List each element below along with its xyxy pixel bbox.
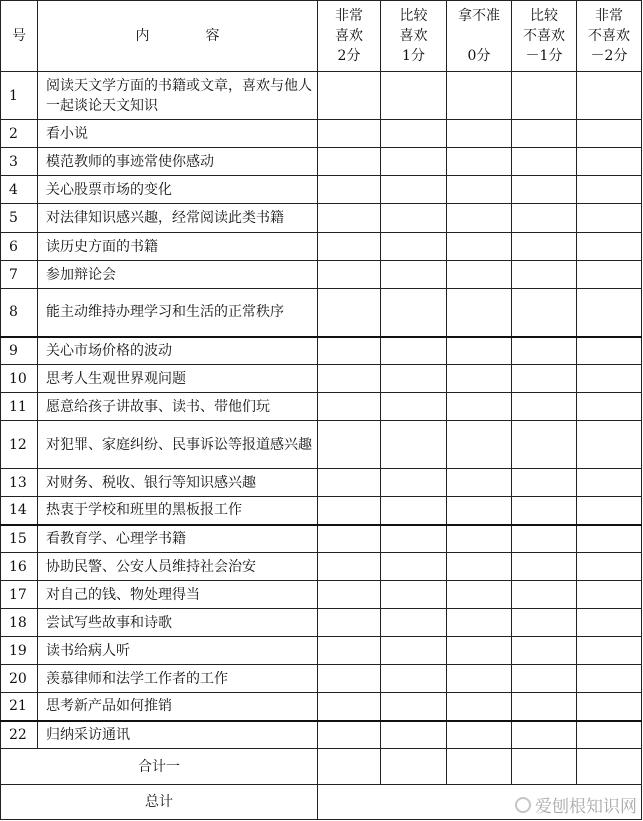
rating-cell[interactable] [577, 421, 642, 469]
rating-cell[interactable] [318, 365, 381, 393]
rating-cell[interactable] [381, 261, 447, 289]
header-rating-unsure: 拿不准 0分 [447, 1, 512, 72]
table-row [1, 609, 642, 637]
rating-cell[interactable] [512, 289, 577, 337]
rating-cell[interactable] [381, 365, 447, 393]
rating-cell[interactable] [447, 469, 512, 497]
rating-cell[interactable] [318, 581, 381, 609]
rating-cell[interactable] [447, 204, 512, 233]
table-row [1, 581, 642, 609]
table-row [1, 393, 642, 421]
table-row [1, 497, 642, 525]
table-row [1, 469, 642, 497]
header-rating-strong-dislike: 非常 不喜欢 －2分 [577, 1, 642, 72]
rating-cell[interactable] [512, 204, 577, 233]
rating-cell[interactable] [447, 721, 512, 749]
rating-cell[interactable] [577, 497, 642, 525]
rating-cell[interactable] [512, 176, 577, 204]
row-content: 读历史方面的书籍 [38, 233, 318, 261]
rating-cell[interactable] [447, 693, 512, 721]
rating-cell[interactable] [318, 393, 381, 421]
rating-cell[interactable] [512, 665, 577, 693]
table-row [1, 337, 642, 365]
rating-cell[interactable] [512, 365, 577, 393]
rating-cell[interactable] [381, 525, 447, 553]
row-number: 17 [1, 581, 38, 609]
row-content: 对犯罪、家庭纠纷、民事诉讼等报道感兴趣 [38, 421, 318, 469]
table-row [1, 721, 642, 749]
row-number: 21 [1, 693, 38, 721]
header-number: 号 [1, 1, 38, 72]
row-content: 归纳采访通讯 [38, 721, 318, 749]
row-number: 3 [1, 148, 38, 176]
row-number: 8 [1, 289, 38, 337]
row-number: 19 [1, 637, 38, 665]
rating-cell[interactable] [447, 393, 512, 421]
table-row [1, 204, 642, 233]
table-row [1, 120, 642, 148]
rating-cell[interactable] [381, 72, 447, 120]
rating-cell[interactable] [318, 665, 381, 693]
row-content: 思考人生观世界观问题 [38, 365, 318, 393]
rating-cell[interactable] [381, 393, 447, 421]
table-row [1, 553, 642, 581]
row-number: 18 [1, 609, 38, 637]
row-number: 14 [1, 497, 38, 525]
row-number: 15 [1, 525, 38, 553]
rating-cell[interactable] [381, 469, 447, 497]
rating-cell[interactable] [318, 233, 381, 261]
rating-cell[interactable] [577, 289, 642, 337]
subtotal-cell[interactable] [447, 749, 512, 785]
row-number: 13 [1, 469, 38, 497]
rating-cell[interactable] [318, 721, 381, 749]
rating-cell[interactable] [381, 497, 447, 525]
row-number: 22 [1, 721, 38, 749]
row-content: 关心市场价格的波动 [38, 337, 318, 365]
table-row [1, 637, 642, 665]
table-row [1, 421, 642, 469]
rating-cell[interactable] [447, 637, 512, 665]
rating-cell[interactable] [512, 469, 577, 497]
row-content: 读书给病人听 [38, 637, 318, 665]
table-row [1, 525, 642, 553]
row-number: 7 [1, 261, 38, 289]
rating-cell[interactable] [577, 665, 642, 693]
rating-cell[interactable] [318, 637, 381, 665]
rating-cell[interactable] [447, 233, 512, 261]
rating-cell[interactable] [447, 553, 512, 581]
rating-cell[interactable] [381, 693, 447, 721]
rating-cell[interactable] [447, 72, 512, 120]
rating-cell[interactable] [381, 176, 447, 204]
row-number: 12 [1, 421, 38, 469]
row-content: 阅读天文学方面的书籍或文章，喜欢与他人一起谈论天文知识 [38, 72, 318, 120]
rating-cell[interactable] [512, 148, 577, 176]
rating-cell[interactable] [512, 393, 577, 421]
rating-cell[interactable] [318, 469, 381, 497]
rating-cell[interactable] [447, 148, 512, 176]
header-rating-dislike: 比较 不喜欢 －1分 [512, 1, 577, 72]
rating-cell[interactable] [577, 609, 642, 637]
row-content: 对自己的钱、物处理得当 [38, 581, 318, 609]
rating-cell[interactable] [381, 553, 447, 581]
rating-cell[interactable] [512, 553, 577, 581]
rating-cell[interactable] [381, 120, 447, 148]
rating-cell[interactable] [381, 421, 447, 469]
rating-cell[interactable] [577, 525, 642, 553]
row-content: 对法律知识感兴趣，经常阅读此类书籍 [38, 204, 318, 233]
rating-cell[interactable] [318, 497, 381, 525]
rating-cell[interactable] [577, 693, 642, 721]
header-row [1, 1, 642, 72]
table-row [1, 665, 642, 693]
row-number: 10 [1, 365, 38, 393]
rating-cell[interactable] [512, 637, 577, 665]
row-number: 1 [1, 72, 38, 120]
row-number: 20 [1, 665, 38, 693]
rating-cell[interactable] [512, 721, 577, 749]
rating-cell[interactable] [447, 421, 512, 469]
watermark [515, 792, 637, 817]
header-rating-like: 比较 喜欢 1分 [381, 1, 447, 72]
rating-cell[interactable] [447, 609, 512, 637]
rating-cell[interactable] [512, 233, 577, 261]
rating-cell[interactable] [577, 393, 642, 421]
rating-cell[interactable] [577, 148, 642, 176]
subtotal-cell[interactable] [381, 749, 447, 785]
row-content: 看教育学、心理学书籍 [38, 525, 318, 553]
rating-cell[interactable] [447, 581, 512, 609]
row-number: 9 [1, 337, 38, 365]
rating-cell[interactable] [512, 261, 577, 289]
rating-cell[interactable] [318, 553, 381, 581]
row-number: 2 [1, 120, 38, 148]
rating-cell[interactable] [577, 261, 642, 289]
rating-cell[interactable] [381, 609, 447, 637]
rating-cell[interactable] [512, 120, 577, 148]
row-number: 6 [1, 233, 38, 261]
rating-cell[interactable] [318, 337, 381, 365]
subtotal-cell[interactable] [318, 749, 381, 785]
row-content: 模范教师的事迹常使你感动 [38, 148, 318, 176]
rating-cell[interactable] [381, 233, 447, 261]
rating-cell[interactable] [318, 525, 381, 553]
rating-cell[interactable] [318, 204, 381, 233]
rating-cell[interactable] [447, 497, 512, 525]
rating-cell[interactable] [512, 609, 577, 637]
subtotal-row [1, 749, 642, 785]
rating-cell[interactable] [381, 581, 447, 609]
rating-cell[interactable] [512, 693, 577, 721]
row-content: 尝试写些故事和诗歌 [38, 609, 318, 637]
row-content: 羡慕律师和法学工作者的工作 [38, 665, 318, 693]
table-row [1, 72, 642, 120]
rating-cell[interactable] [512, 497, 577, 525]
total-label: 总计 [1, 785, 318, 820]
row-content: 愿意给孩子讲故事、读书、带他们玩 [38, 393, 318, 421]
table-row [1, 693, 642, 721]
rating-cell[interactable] [318, 72, 381, 120]
rating-cell[interactable] [577, 120, 642, 148]
subtotal-label: 合计一 [1, 749, 318, 785]
rating-cell[interactable] [512, 337, 577, 365]
rating-cell[interactable] [381, 337, 447, 365]
row-content: 思考新产品如何推销 [38, 693, 318, 721]
table-row [1, 176, 642, 204]
row-content: 关心股票市场的变化 [38, 176, 318, 204]
row-content: 热衷于学校和班里的黑板报工作 [38, 497, 318, 525]
rating-cell[interactable] [381, 721, 447, 749]
rating-cell[interactable] [577, 721, 642, 749]
rating-cell[interactable] [577, 337, 642, 365]
rating-cell[interactable] [447, 120, 512, 148]
table-row [1, 289, 642, 337]
rating-cell[interactable] [447, 261, 512, 289]
rating-cell[interactable] [318, 261, 381, 289]
subtotal-cell[interactable] [512, 749, 577, 785]
row-content: 对财务、税收、银行等知识感兴趣 [38, 469, 318, 497]
rating-cell[interactable] [381, 289, 447, 337]
rating-cell[interactable] [447, 289, 512, 337]
row-content: 参加辩论会 [38, 261, 318, 289]
rating-cell[interactable] [577, 469, 642, 497]
row-content: 能主动维持办理学习和生活的正常秩序 [38, 289, 318, 337]
rating-cell[interactable] [318, 421, 381, 469]
rating-cell[interactable] [447, 365, 512, 393]
rating-cell[interactable] [577, 204, 642, 233]
rating-cell[interactable] [447, 665, 512, 693]
row-number: 5 [1, 204, 38, 233]
rating-cell[interactable] [318, 120, 381, 148]
rating-cell[interactable] [577, 365, 642, 393]
header-rating-strong-like: 非常 喜欢 2分 [318, 1, 381, 72]
rating-cell[interactable] [447, 176, 512, 204]
rating-cell[interactable] [318, 289, 381, 337]
header-content: 内 容 [38, 1, 318, 72]
rating-cell[interactable] [512, 581, 577, 609]
table-row [1, 148, 642, 176]
rating-cell[interactable] [381, 665, 447, 693]
rating-cell[interactable] [512, 525, 577, 553]
row-number: 16 [1, 553, 38, 581]
rating-cell[interactable] [318, 609, 381, 637]
table-row [1, 233, 642, 261]
rating-cell[interactable] [318, 148, 381, 176]
rating-cell[interactable] [381, 148, 447, 176]
table-row [1, 261, 642, 289]
rating-cell[interactable] [318, 693, 381, 721]
rating-cell[interactable] [318, 176, 381, 204]
rating-cell[interactable] [447, 525, 512, 553]
rating-cell[interactable] [577, 553, 642, 581]
row-number: 11 [1, 393, 38, 421]
rating-cell[interactable] [512, 421, 577, 469]
table-row [1, 365, 642, 393]
rating-cell[interactable] [447, 337, 512, 365]
rating-cell[interactable] [577, 72, 642, 120]
row-content: 协助民警、公安人员维持社会治安 [38, 553, 318, 581]
rating-cell[interactable] [381, 204, 447, 233]
row-number: 4 [1, 176, 38, 204]
row-content: 看小说 [38, 120, 318, 148]
watermark-logo-icon [515, 797, 531, 813]
rating-cell[interactable] [577, 637, 642, 665]
rating-cell[interactable] [577, 176, 642, 204]
subtotal-cell[interactable] [577, 749, 642, 785]
rating-cell[interactable] [512, 72, 577, 120]
rating-cell[interactable] [577, 233, 642, 261]
rating-cell[interactable] [381, 637, 447, 665]
watermark-text: 爱刨根知识网 [535, 797, 637, 817]
rating-cell[interactable] [577, 581, 642, 609]
